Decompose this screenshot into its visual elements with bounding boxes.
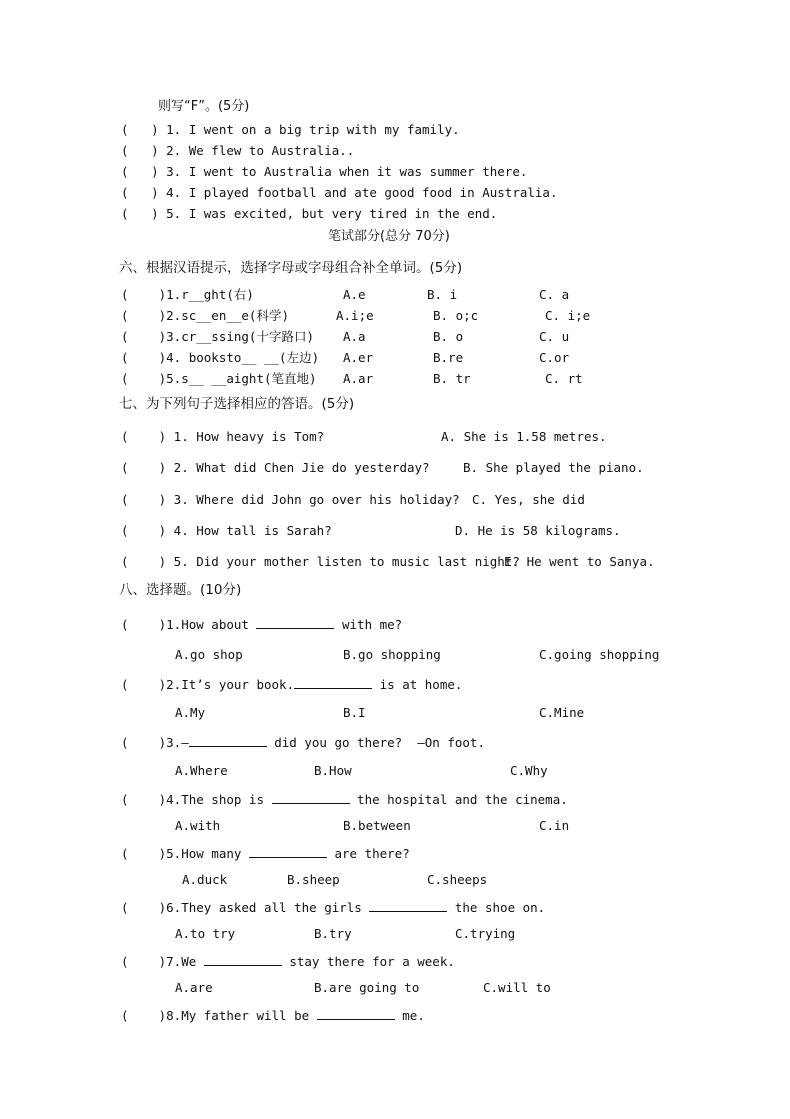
option-c: C.Mine — [539, 705, 585, 720]
option-c: C. a — [539, 287, 570, 302]
question-text: the hospital and the cinema. — [349, 792, 568, 807]
written-part-title: 笔试部分(总分 70分) — [328, 229, 450, 244]
question-text: are there? — [326, 846, 410, 861]
section6-question: ( )2.sc__en__e(科学) — [121, 308, 289, 323]
option-b: B. i — [427, 287, 458, 302]
section8-question — [121, 1007, 425, 1024]
option-b: B. tr — [433, 371, 471, 386]
section7-answer: A. She is 1.58 metres. — [441, 429, 607, 444]
option-a: A.ar — [343, 371, 374, 386]
option-b: B.How — [314, 763, 352, 778]
option-c: C. rt — [545, 371, 583, 386]
option-a: A.are — [175, 980, 213, 995]
option-c: C.sheeps — [427, 872, 488, 887]
section8-question — [121, 676, 462, 693]
option-b: B. o;c — [433, 308, 479, 323]
section7-question: ( ) 1. How heavy is Tom? — [121, 429, 325, 444]
section7-title: 七、为下列句子选择相应的答语。(5分) — [119, 396, 355, 412]
section7-question: ( ) 3. Where did John go over his holiday? — [121, 492, 460, 507]
section7-question: ( ) 4. How tall is Sarah? — [121, 523, 332, 538]
section6-title: 六、根据汉语提示，选择字母或字母组合补全单词。(5分) — [119, 260, 463, 276]
section7-answer: E. He went to Sanya. — [504, 554, 655, 569]
listening-instruction: 则写“F”。(5分) — [158, 99, 250, 114]
question-text: ( )5.How many — [121, 846, 249, 861]
option-c: C. u — [539, 329, 570, 344]
option-c: C.going shopping — [539, 647, 660, 662]
question-text: with me? — [334, 617, 403, 632]
option-b: B.sheep — [287, 872, 340, 887]
section8-title: 八、选择题。(10分) — [119, 582, 242, 598]
listening-item-2: ( ) 2. We flew to Australia.. — [121, 143, 355, 158]
option-b: B.re — [433, 350, 464, 365]
option-a: A.with — [175, 818, 221, 833]
answer-blank[interactable] — [249, 845, 327, 858]
section7-answer: C. Yes, she did — [472, 492, 585, 507]
section8-question — [121, 791, 568, 808]
question-text: ( )3.— — [121, 735, 189, 750]
option-c: C.will to — [483, 980, 551, 995]
answer-blank[interactable] — [294, 676, 372, 689]
option-a: A.e — [343, 287, 366, 302]
section7-answer: B. She played the piano. — [463, 460, 644, 475]
listening-item-1: ( ) 1. I went on a big trip with my family. — [121, 122, 460, 137]
option-a: A.er — [343, 350, 374, 365]
option-c: C.or — [539, 350, 570, 365]
option-c: C.in — [539, 818, 570, 833]
option-b: B.go shopping — [343, 647, 441, 662]
answer-blank[interactable] — [317, 1007, 395, 1020]
section8-question — [121, 845, 410, 862]
answer-blank[interactable] — [369, 899, 447, 912]
question-text: me. — [394, 1008, 425, 1023]
question-text: ( )1.How about — [121, 617, 257, 632]
option-b: B. o — [433, 329, 464, 344]
option-a: A.duck — [182, 872, 228, 887]
section6-question: ( )5.s__ __aight(笔直地) — [121, 371, 317, 386]
option-b: B.I — [343, 705, 366, 720]
option-b: B.between — [343, 818, 411, 833]
option-a: A.to try — [175, 926, 236, 941]
option-c: C.Why — [510, 763, 548, 778]
question-text: ( )8.My father will be — [121, 1008, 317, 1023]
question-text: the shoe on. — [447, 900, 546, 915]
option-a: A.i;e — [336, 308, 374, 323]
option-a: A.My — [175, 705, 206, 720]
option-a: A.a — [343, 329, 366, 344]
question-text: is at home. — [372, 677, 463, 692]
question-text: ( )2.It’s your book. — [121, 677, 295, 692]
option-a: A.Where — [175, 763, 228, 778]
answer-blank[interactable] — [272, 791, 350, 804]
answer-blank[interactable] — [189, 734, 267, 747]
section6-question: ( )3.cr__ssing(十字路口) — [121, 329, 314, 344]
section8-question — [121, 953, 455, 970]
option-b: B.are going to — [314, 980, 420, 995]
section6-question: ( )4. booksto__ __(左边) — [121, 350, 320, 365]
answer-blank[interactable] — [256, 616, 334, 629]
section8-question — [121, 616, 402, 633]
option-b: B.try — [314, 926, 352, 941]
question-text: ( )6.They asked all the girls — [121, 900, 370, 915]
section8-question — [121, 899, 545, 916]
question-text: ( )7.We — [121, 954, 204, 969]
section7-answer: D. He is 58 kilograms. — [455, 523, 621, 538]
question-text: ( )4.The shop is — [121, 792, 272, 807]
section7-question: ( ) 5. Did your mother listen to music last night? — [121, 554, 520, 569]
option-c: C.trying — [455, 926, 516, 941]
listening-item-3: ( ) 3. I went to Australia when it was summer there. — [121, 164, 528, 179]
section7-question: ( ) 2. What did Chen Jie do yesterday? — [121, 460, 430, 475]
option-c: C. i;e — [545, 308, 591, 323]
listening-item-4: ( ) 4. I played football and ate good food in Australia. — [121, 185, 558, 200]
question-text: stay there for a week. — [281, 954, 455, 969]
listening-item-5: ( ) 5. I was excited, but very tired in the end. — [121, 206, 498, 221]
option-a: A.go shop — [175, 647, 243, 662]
section8-question — [121, 734, 485, 751]
question-text: did you go there? —On foot. — [266, 735, 485, 750]
answer-blank[interactable] — [204, 953, 282, 966]
section6-question: ( )1.r__ght(右) — [121, 287, 254, 302]
